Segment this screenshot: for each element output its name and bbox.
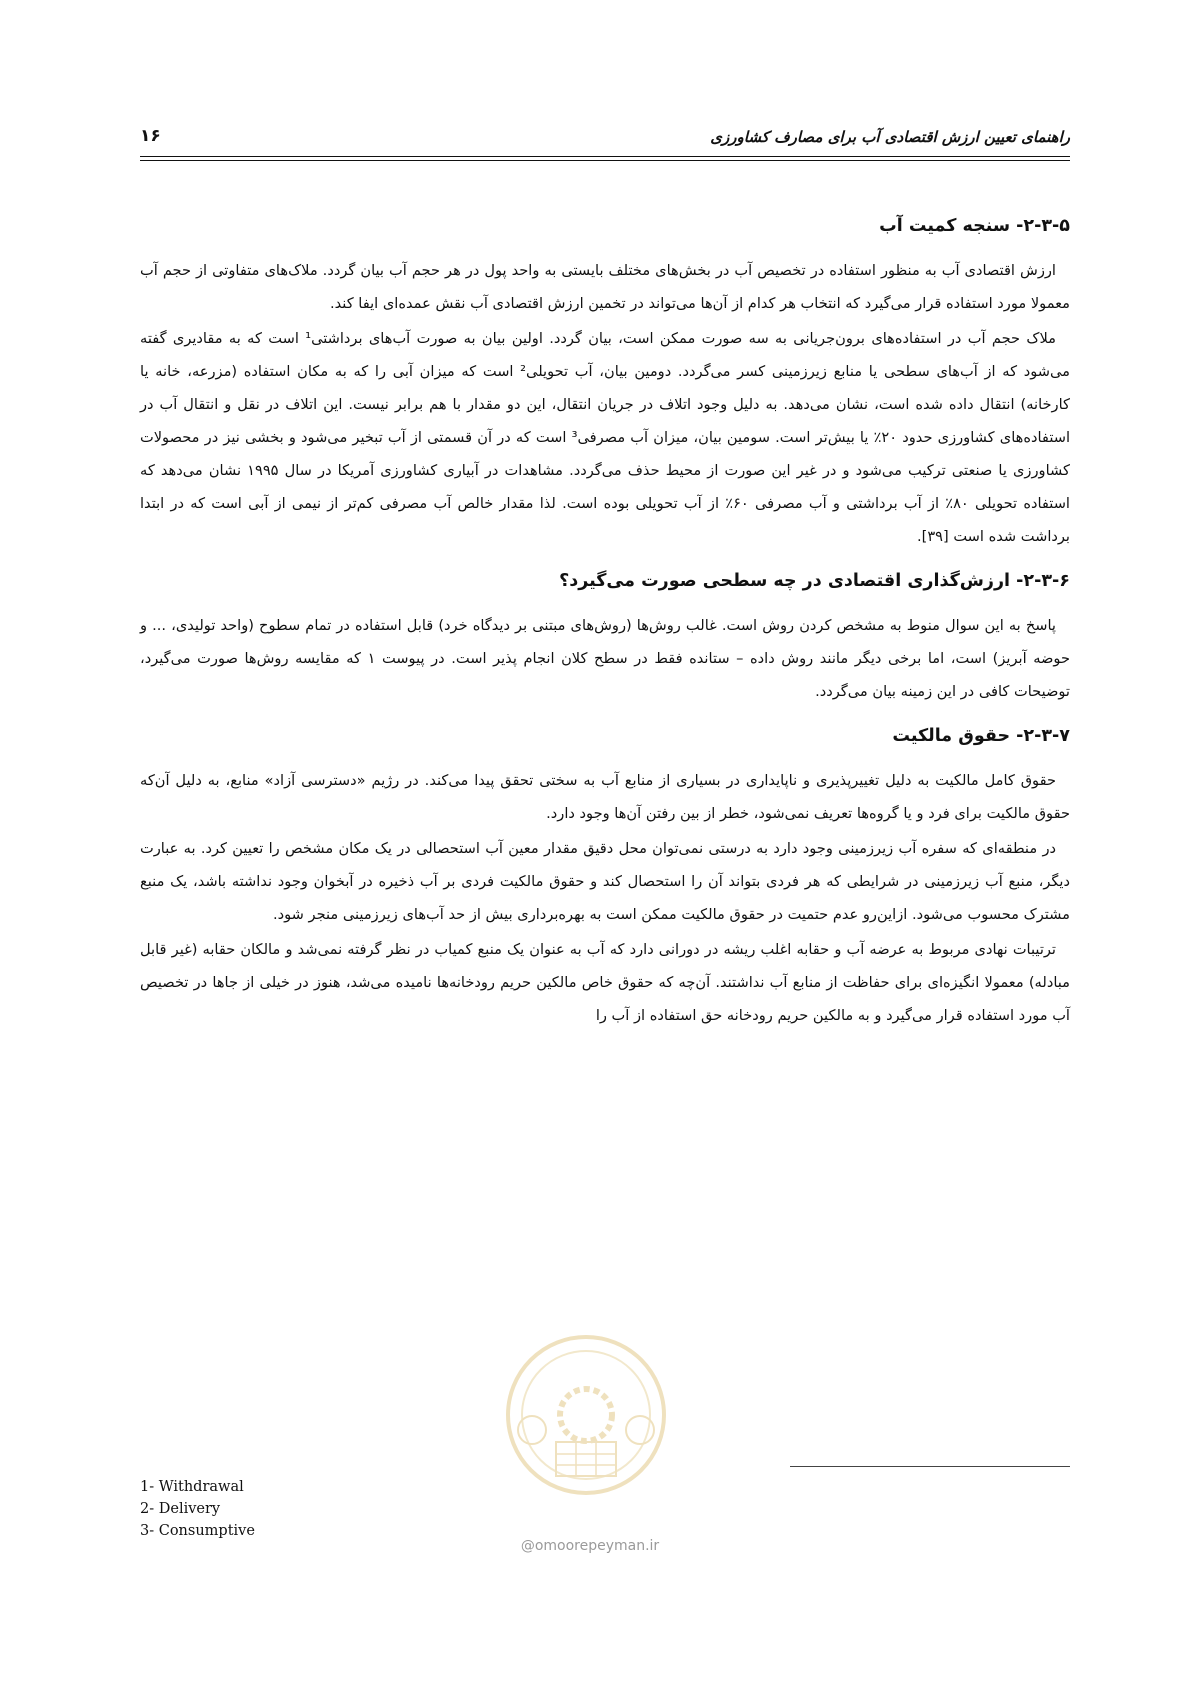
section-valuation-level	[140, 567, 1070, 708]
paragraph: حقوق کامل مالکیت به دلیل تغییرپذیری و ناپایداری در بسیاری از منابع آب به سختی تحقق پیدا می‌کند. در رژیم «دسترسی آزاد» منابع، به دلیل آن‌که حقوق مالکیت برای فرد و یا گروه‌ها تعریف نمی‌شود، خطر از بین رفتن آن‌ها وجود دارد.	[140, 772, 1070, 822]
page-number: ۱۶	[140, 126, 161, 146]
paragraph: ملاک حجم آب در استفاده‌های برون‌جریانی به سه صورت ممکن است، بیان گردد. اولین بیان به صورت آب‌های برداشتی¹ است که به مقادیری گفته می‌شود که از آب‌های سطحی یا منابع زیرزمینی کسر می‌گردد. دومین بیان، آب تحویلی² است که میزان آبی را که به مکان استفاده (مزرعه، خانه یا کارخانه) انتقال داده شده است، نشان می‌دهد. به دلیل وجود اتلاف در جریان انتقال، این دو مقدار با هم برابر نیست. این اتلاف در نقل و انتقال آب در استفاده‌های کشاورزی حدود ۲۰٪ یا بیش‌تر است. سومین بیان، میزان آب مصرفی³ است که در آن قسمتی از آب تبخیر می‌شود و بخشی نیز در محصولات کشاورزی یا صنعتی ترکیب می‌شود و در غیر این صورت از محیط حذف می‌گردد. مشاهدات در آبیاری کشاورزی آمریکا در سال ۱۹۹۵ نشان می‌دهد که استفاده تحویلی ۸۰٪ از آب برداشتی و آب مصرفی ۶۰٪ از آب تحویلی بوده است. لذا مقدار خالص آب مصرفی کم‌تر از نیمی از آبی است که در ابتدا برداشت شده است [۳۹].	[140, 330, 1070, 545]
watermark-text: @omoorepeyman.ir	[520, 1538, 660, 1554]
header-rule	[140, 156, 1070, 157]
paragraph: در منطقه‌ای که سفره آب زیرزمینی وجود دارد به درستی نمی‌توان محل دقیق مقدار معین آب استحصالی در یک مکان مشخص را تعیین کرد. به عبارت دیگر، منبع آب زیرزمینی در شرایطی که هر فردی بتواند آن را استحصال کند و حقوق مالکیت فردی بر آب ذخیره در آبخوان وجود نداشته باشد، یک منبع مشترک محسوب می‌شود. ازاین‌رو عدم حتمیت در حقوق مالکیت ممکن است به بهره‌برداری بیش از حد آب‌های زیرزمینی منجر شود.	[140, 840, 1070, 923]
page-header	[140, 126, 1070, 162]
section-property-rights	[140, 722, 1070, 1032]
header-rule	[140, 160, 1070, 161]
footnote-rule	[790, 1466, 1070, 1467]
footnote: 1- Withdrawal	[140, 1479, 244, 1495]
section-heading: ۲-۳-۶- ارزش‌گذاری اقتصادی در چه سطحی صورت می‌گیرد؟	[559, 571, 1070, 591]
watermark-seal-icon	[486, 1330, 686, 1500]
paragraph: پاسخ به این سوال منوط به مشخص کردن روش است. غالب روش‌ها (روش‌های مبتنی بر دیدگاه خرد) قابل استفاده در تمام سطوح (واحد تولیدی، ... و حوضه آبریز) است، اما برخی دیگر مانند روش داده – ستانده فقط در سطح کلان انجام پذیر است. در پیوست ۱ که مقایسه روش‌ها صورت می‌گیرد، توضیحات کافی در این زمینه بیان می‌گردد.	[140, 617, 1070, 700]
body-content	[140, 212, 1070, 1046]
section-heading: ۲-۳-۷- حقوق مالکیت	[892, 726, 1070, 746]
paragraph: ارزش اقتصادی آب به منظور استفاده در تخصیص آب در بخش‌های مختلف بایستی به واحد پول در هر حجم آب بیان گردد. ملاک‌های متفاوتی از حجم آب معمولا مورد استفاده قرار می‌گیرد که انتخاب هر کدام از آن‌ها می‌تواند در تخمین ارزش اقتصادی آب نقش عمده‌ای ایفا کند.	[140, 262, 1070, 312]
paragraph: ترتیبات نهادی مربوط به عرضه آب و حقابه اغلب ریشه در دورانی دارد که آب به عنوان یک منبع کمیاب در نظر گرفته نمی‌شد و مالکان حقابه (غیر قابل مبادله) معمولا انگیزه‌ای برای حفاظت از منابع آب نداشتند. آن‌چه که حقوق خاص مالکین حریم رودخانه‌ها نامیده می‌شد، هنوز در خیلی از جاها در تخصیص آب مورد استفاده قرار می‌گیرد و به مالکین حریم رودخانه حق استفاده از آب را	[140, 941, 1070, 1024]
footnote: 3- Consumptive	[140, 1523, 255, 1539]
section-heading: ۲-۳-۵- سنجه کمیت آب	[879, 216, 1070, 236]
footnotes	[140, 1476, 255, 1542]
footnote: 2- Delivery	[140, 1501, 221, 1517]
section-water-quantity	[140, 212, 1070, 553]
running-title: راهنمای تعیین ارزش اقتصادی آب برای مصارف کشاورزی	[710, 128, 1070, 146]
